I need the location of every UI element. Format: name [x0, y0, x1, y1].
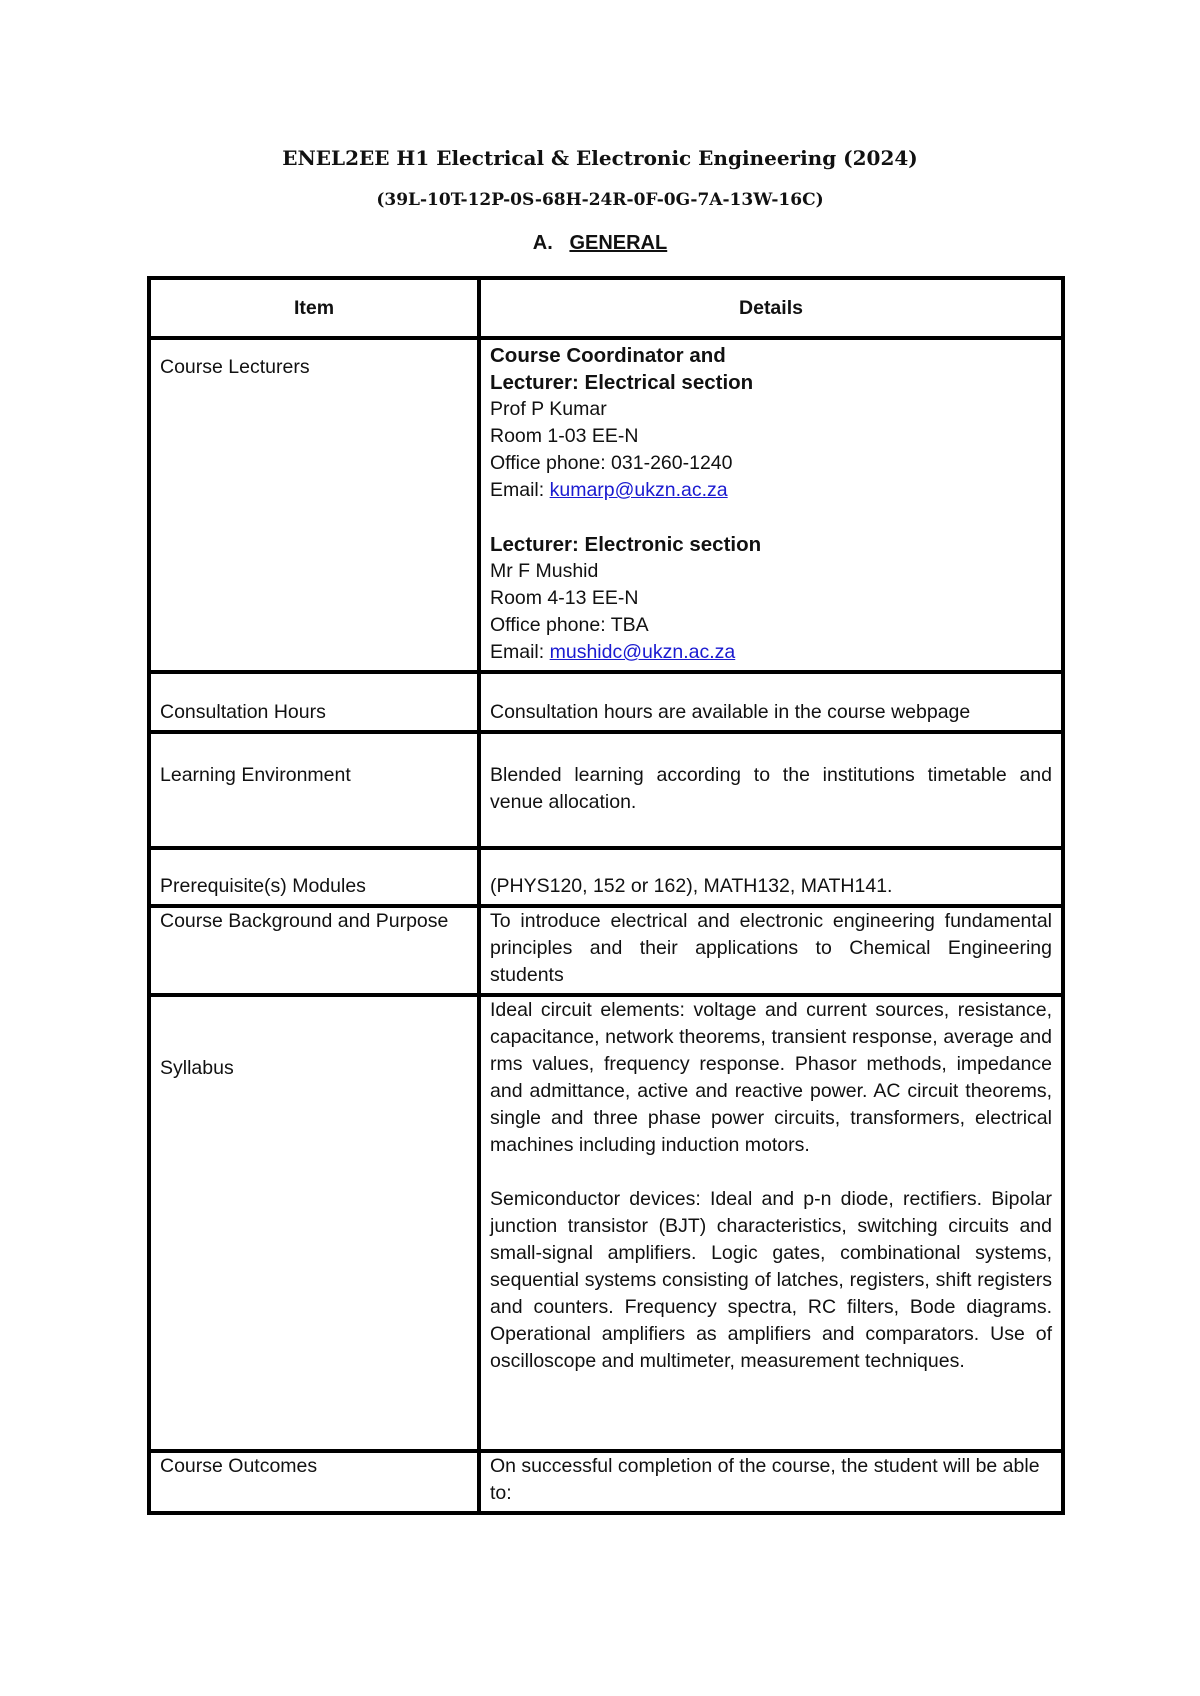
- row-label-outcomes: Course Outcomes: [149, 1451, 479, 1513]
- electronic-lecturer-name: Mr F Mushid: [490, 560, 599, 582]
- outcomes-details: On successful completion of the course, the student will be able to:: [479, 1451, 1063, 1513]
- coordinator-email-link[interactable]: kumarp@ukzn.ac.za: [549, 479, 728, 501]
- row-label-background: Course Background and Purpose: [149, 906, 479, 995]
- electronic-lecturer-email-line: [490, 639, 1052, 666]
- table-row-consultation: [149, 672, 1063, 732]
- column-header-details: Details: [479, 278, 1063, 338]
- table-row-prerequisites: [149, 848, 1063, 906]
- coordinator-email-line: [490, 477, 1052, 504]
- table-row-learning: [149, 732, 1063, 848]
- section-heading: [0, 232, 1200, 255]
- spacer: [490, 504, 1052, 531]
- table-row-syllabus: [149, 995, 1063, 1451]
- electronic-lecturer-email-link[interactable]: mushidc@ukzn.ac.za: [549, 641, 736, 663]
- coordinator-heading-1: Course Coordinator and: [490, 344, 726, 367]
- consultation-details: Consultation hours are available in the course webpage: [479, 672, 1063, 732]
- row-label-syllabus: Syllabus: [149, 995, 479, 1451]
- syllabus-paragraph-2: Semiconductor devices: Ideal and p-n diode, rectifiers. Bipolar junction transistor (BJT) characteristics, switching circuits and small-signal amplifiers. Logic gates, combinational systems, sequential systems consisting of latches, registers, shift registers and counters. Frequency spectra, RC filters, Bode diagrams. Operational amplifiers as amplifiers and comparators. Use of oscilloscope and multimeter, measurement techniques.: [490, 1188, 1052, 1372]
- section-number: A.: [532, 232, 553, 254]
- column-header-item: Item: [149, 278, 479, 338]
- email-prefix: Email:: [490, 641, 550, 663]
- row-label-lecturers: Course Lecturers: [149, 338, 479, 672]
- lecturers-details: [479, 338, 1063, 672]
- coordinator-heading-2: Lecturer: Electrical section: [490, 371, 754, 394]
- email-prefix: Email:: [490, 479, 550, 501]
- background-details: To introduce electrical and electronic engineering fundamental principles and their applications to Chemical Engineering students: [479, 906, 1063, 995]
- electronic-lecturer-room: Room 4-13 EE-N: [490, 587, 639, 609]
- table-header-row: [149, 278, 1063, 338]
- electronic-lecturer-phone: Office phone: TBA: [490, 614, 649, 636]
- syllabus-details: [479, 995, 1063, 1451]
- row-label-prerequisites: Prerequisite(s) Modules: [149, 848, 479, 906]
- row-label-consultation: Consultation Hours: [149, 672, 479, 732]
- electronic-lecturer-heading: Lecturer: Electronic section: [490, 533, 762, 556]
- course-credit-code: (39L-10T-12P-0S-68H-24R-0F-0G-7A-13W-16C): [376, 190, 824, 210]
- general-table: [147, 276, 1065, 1515]
- learning-details: Blended learning according to the institutions timetable and venue allocation.: [479, 732, 1063, 848]
- coordinator-name: Prof P Kumar: [490, 398, 607, 420]
- coordinator-phone: Office phone: 031-260-1240: [490, 452, 733, 474]
- syllabus-paragraph-1: Ideal circuit elements: voltage and current sources, resistance, capacitance, network theorems, transient response, average and rms values, frequency response. Phasor methods, impedance and admittance, active and reactive power. AC circuit theorems, single and three phase power circuits, transformers, electrical machines including induction motors.: [490, 999, 1052, 1156]
- row-label-learning: Learning Environment: [149, 732, 479, 848]
- section-title: GENERAL: [569, 232, 668, 254]
- prerequisites-details: (PHYS120, 152 or 162), MATH132, MATH141.: [479, 848, 1063, 906]
- document-title: ENEL2EE H1 Electrical & Electronic Engineering (2024): [282, 146, 918, 170]
- table-row-lecturers: [149, 338, 1063, 672]
- spacer: [490, 1159, 1052, 1186]
- table-row-background: [149, 906, 1063, 995]
- table-row-outcomes: [149, 1451, 1063, 1513]
- coordinator-room: Room 1-03 EE-N: [490, 425, 639, 447]
